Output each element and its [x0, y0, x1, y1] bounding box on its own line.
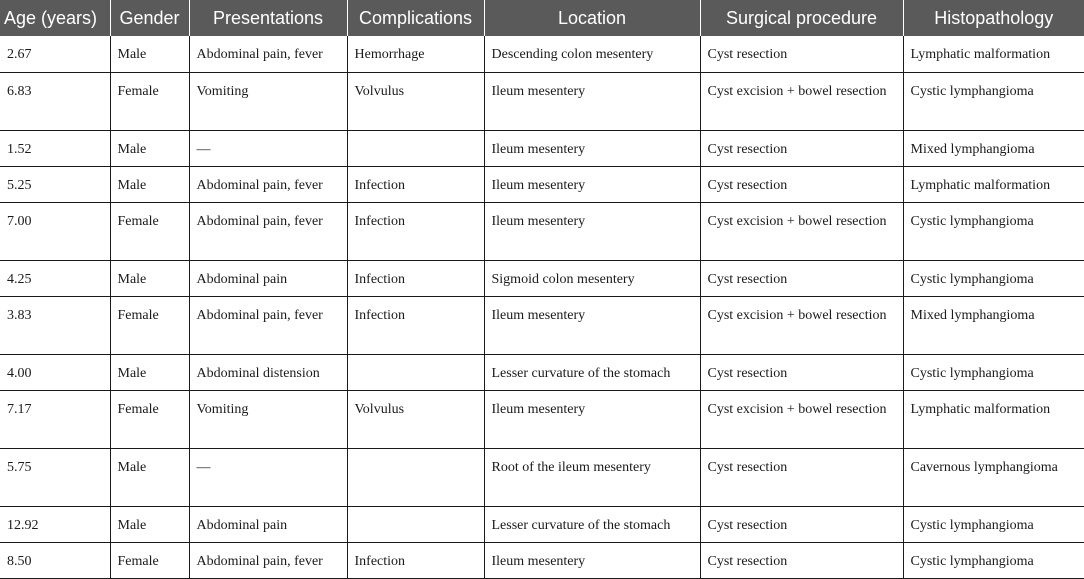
procedure-cell: Cyst resection	[700, 36, 903, 72]
presentations-cell: Abdominal pain, fever	[189, 296, 347, 354]
histopathology-cell: Mixed lymphangioma	[903, 130, 1084, 166]
histopathology-cell: Lymphatic malformation	[903, 166, 1084, 202]
location-cell: Root of the ileum mesentery	[484, 448, 700, 506]
gender-cell: Female	[110, 202, 189, 260]
histopathology-cell: Lymphatic malformation	[903, 390, 1084, 448]
header-surgical-procedure: Surgical procedure	[700, 0, 903, 36]
table-row	[0, 166, 1084, 202]
location-cell: Lesser curvature of the stomach	[484, 354, 700, 390]
location-cell: Ileum mesentery	[484, 130, 700, 166]
presentations-cell: Vomiting	[189, 72, 347, 130]
complications-cell	[347, 354, 484, 390]
table-row	[0, 260, 1084, 296]
procedure-cell: Cyst excision + bowel resection	[700, 296, 903, 354]
presentations-cell: Abdominal pain	[189, 506, 347, 542]
histopathology-cell: Cystic lymphangioma	[903, 506, 1084, 542]
gender-cell: Male	[110, 36, 189, 72]
header-histopathology: Histopathology	[903, 0, 1084, 36]
complications-cell	[347, 506, 484, 542]
table-row	[0, 72, 1084, 130]
age-cell: 1.52	[0, 130, 110, 166]
complications-cell: Volvulus	[347, 72, 484, 130]
presentations-cell: Abdominal pain, fever	[189, 36, 347, 72]
age-cell: 5.75	[0, 448, 110, 506]
age-cell: 12.92	[0, 506, 110, 542]
presentations-cell: Vomiting	[189, 390, 347, 448]
procedure-cell: Cyst resection	[700, 354, 903, 390]
histopathology-cell: Cystic lymphangioma	[903, 72, 1084, 130]
complications-cell: Infection	[347, 296, 484, 354]
location-cell: Ileum mesentery	[484, 166, 700, 202]
histopathology-cell: Lymphatic malformation	[903, 36, 1084, 72]
age-cell: 2.67	[0, 36, 110, 72]
presentations-cell: Abdominal distension	[189, 354, 347, 390]
table-row	[0, 202, 1084, 260]
table-row	[0, 506, 1084, 542]
gender-cell: Female	[110, 390, 189, 448]
age-cell: 4.25	[0, 260, 110, 296]
table-row	[0, 36, 1084, 72]
gender-cell: Male	[110, 448, 189, 506]
presentations-cell: —	[189, 448, 347, 506]
complications-cell: Infection	[347, 202, 484, 260]
header-age: Age (years)	[0, 0, 110, 36]
complications-cell: Hemorrhage	[347, 36, 484, 72]
age-cell: 5.25	[0, 166, 110, 202]
presentations-cell: Abdominal pain	[189, 260, 347, 296]
procedure-cell: Cyst resection	[700, 166, 903, 202]
complications-cell	[347, 130, 484, 166]
histopathology-cell: Cavernous lymphangioma	[903, 448, 1084, 506]
location-cell: Lesser curvature of the stomach	[484, 506, 700, 542]
gender-cell: Male	[110, 130, 189, 166]
gender-cell: Male	[110, 354, 189, 390]
table-row	[0, 130, 1084, 166]
histopathology-cell: Cystic lymphangioma	[903, 542, 1084, 578]
gender-cell: Female	[110, 542, 189, 578]
location-cell: Ileum mesentery	[484, 296, 700, 354]
header-presentations: Presentations	[189, 0, 347, 36]
location-cell: Ileum mesentery	[484, 542, 700, 578]
procedure-cell: Cyst resection	[700, 260, 903, 296]
location-cell: Descending colon mesentery	[484, 36, 700, 72]
procedure-cell: Cyst resection	[700, 542, 903, 578]
procedure-cell: Cyst resection	[700, 506, 903, 542]
histopathology-cell: Cystic lymphangioma	[903, 260, 1084, 296]
header-gender: Gender	[110, 0, 189, 36]
age-cell: 7.17	[0, 390, 110, 448]
presentations-cell: —	[189, 130, 347, 166]
procedure-cell: Cyst excision + bowel resection	[700, 202, 903, 260]
table-row	[0, 542, 1084, 578]
gender-cell: Male	[110, 260, 189, 296]
complications-cell: Volvulus	[347, 390, 484, 448]
complications-cell: Infection	[347, 166, 484, 202]
table-row	[0, 390, 1084, 448]
header-row	[0, 0, 1084, 36]
procedure-cell: Cyst excision + bowel resection	[700, 72, 903, 130]
procedure-cell: Cyst excision + bowel resection	[700, 390, 903, 448]
complications-cell: Infection	[347, 542, 484, 578]
procedure-cell: Cyst resection	[700, 130, 903, 166]
complications-cell: Infection	[347, 260, 484, 296]
header-complications: Complications	[347, 0, 484, 36]
location-cell: Ileum mesentery	[484, 72, 700, 130]
gender-cell: Male	[110, 166, 189, 202]
presentations-cell: Abdominal pain, fever	[189, 202, 347, 260]
age-cell: 6.83	[0, 72, 110, 130]
location-cell: Sigmoid colon mesentery	[484, 260, 700, 296]
histopathology-cell: Mixed lymphangioma	[903, 296, 1084, 354]
location-cell: Ileum mesentery	[484, 390, 700, 448]
presentations-cell: Abdominal pain, fever	[189, 542, 347, 578]
table-row	[0, 296, 1084, 354]
age-cell: 7.00	[0, 202, 110, 260]
age-cell: 4.00	[0, 354, 110, 390]
presentations-cell: Abdominal pain, fever	[189, 166, 347, 202]
complications-cell	[347, 448, 484, 506]
procedure-cell: Cyst resection	[700, 448, 903, 506]
header-location: Location	[484, 0, 700, 36]
gender-cell: Female	[110, 296, 189, 354]
histopathology-cell: Cystic lymphangioma	[903, 354, 1084, 390]
gender-cell: Female	[110, 72, 189, 130]
age-cell: 8.50	[0, 542, 110, 578]
age-cell: 3.83	[0, 296, 110, 354]
location-cell: Ileum mesentery	[484, 202, 700, 260]
table-row	[0, 354, 1084, 390]
table-row	[0, 448, 1084, 506]
histopathology-cell: Cystic lymphangioma	[903, 202, 1084, 260]
gender-cell: Male	[110, 506, 189, 542]
